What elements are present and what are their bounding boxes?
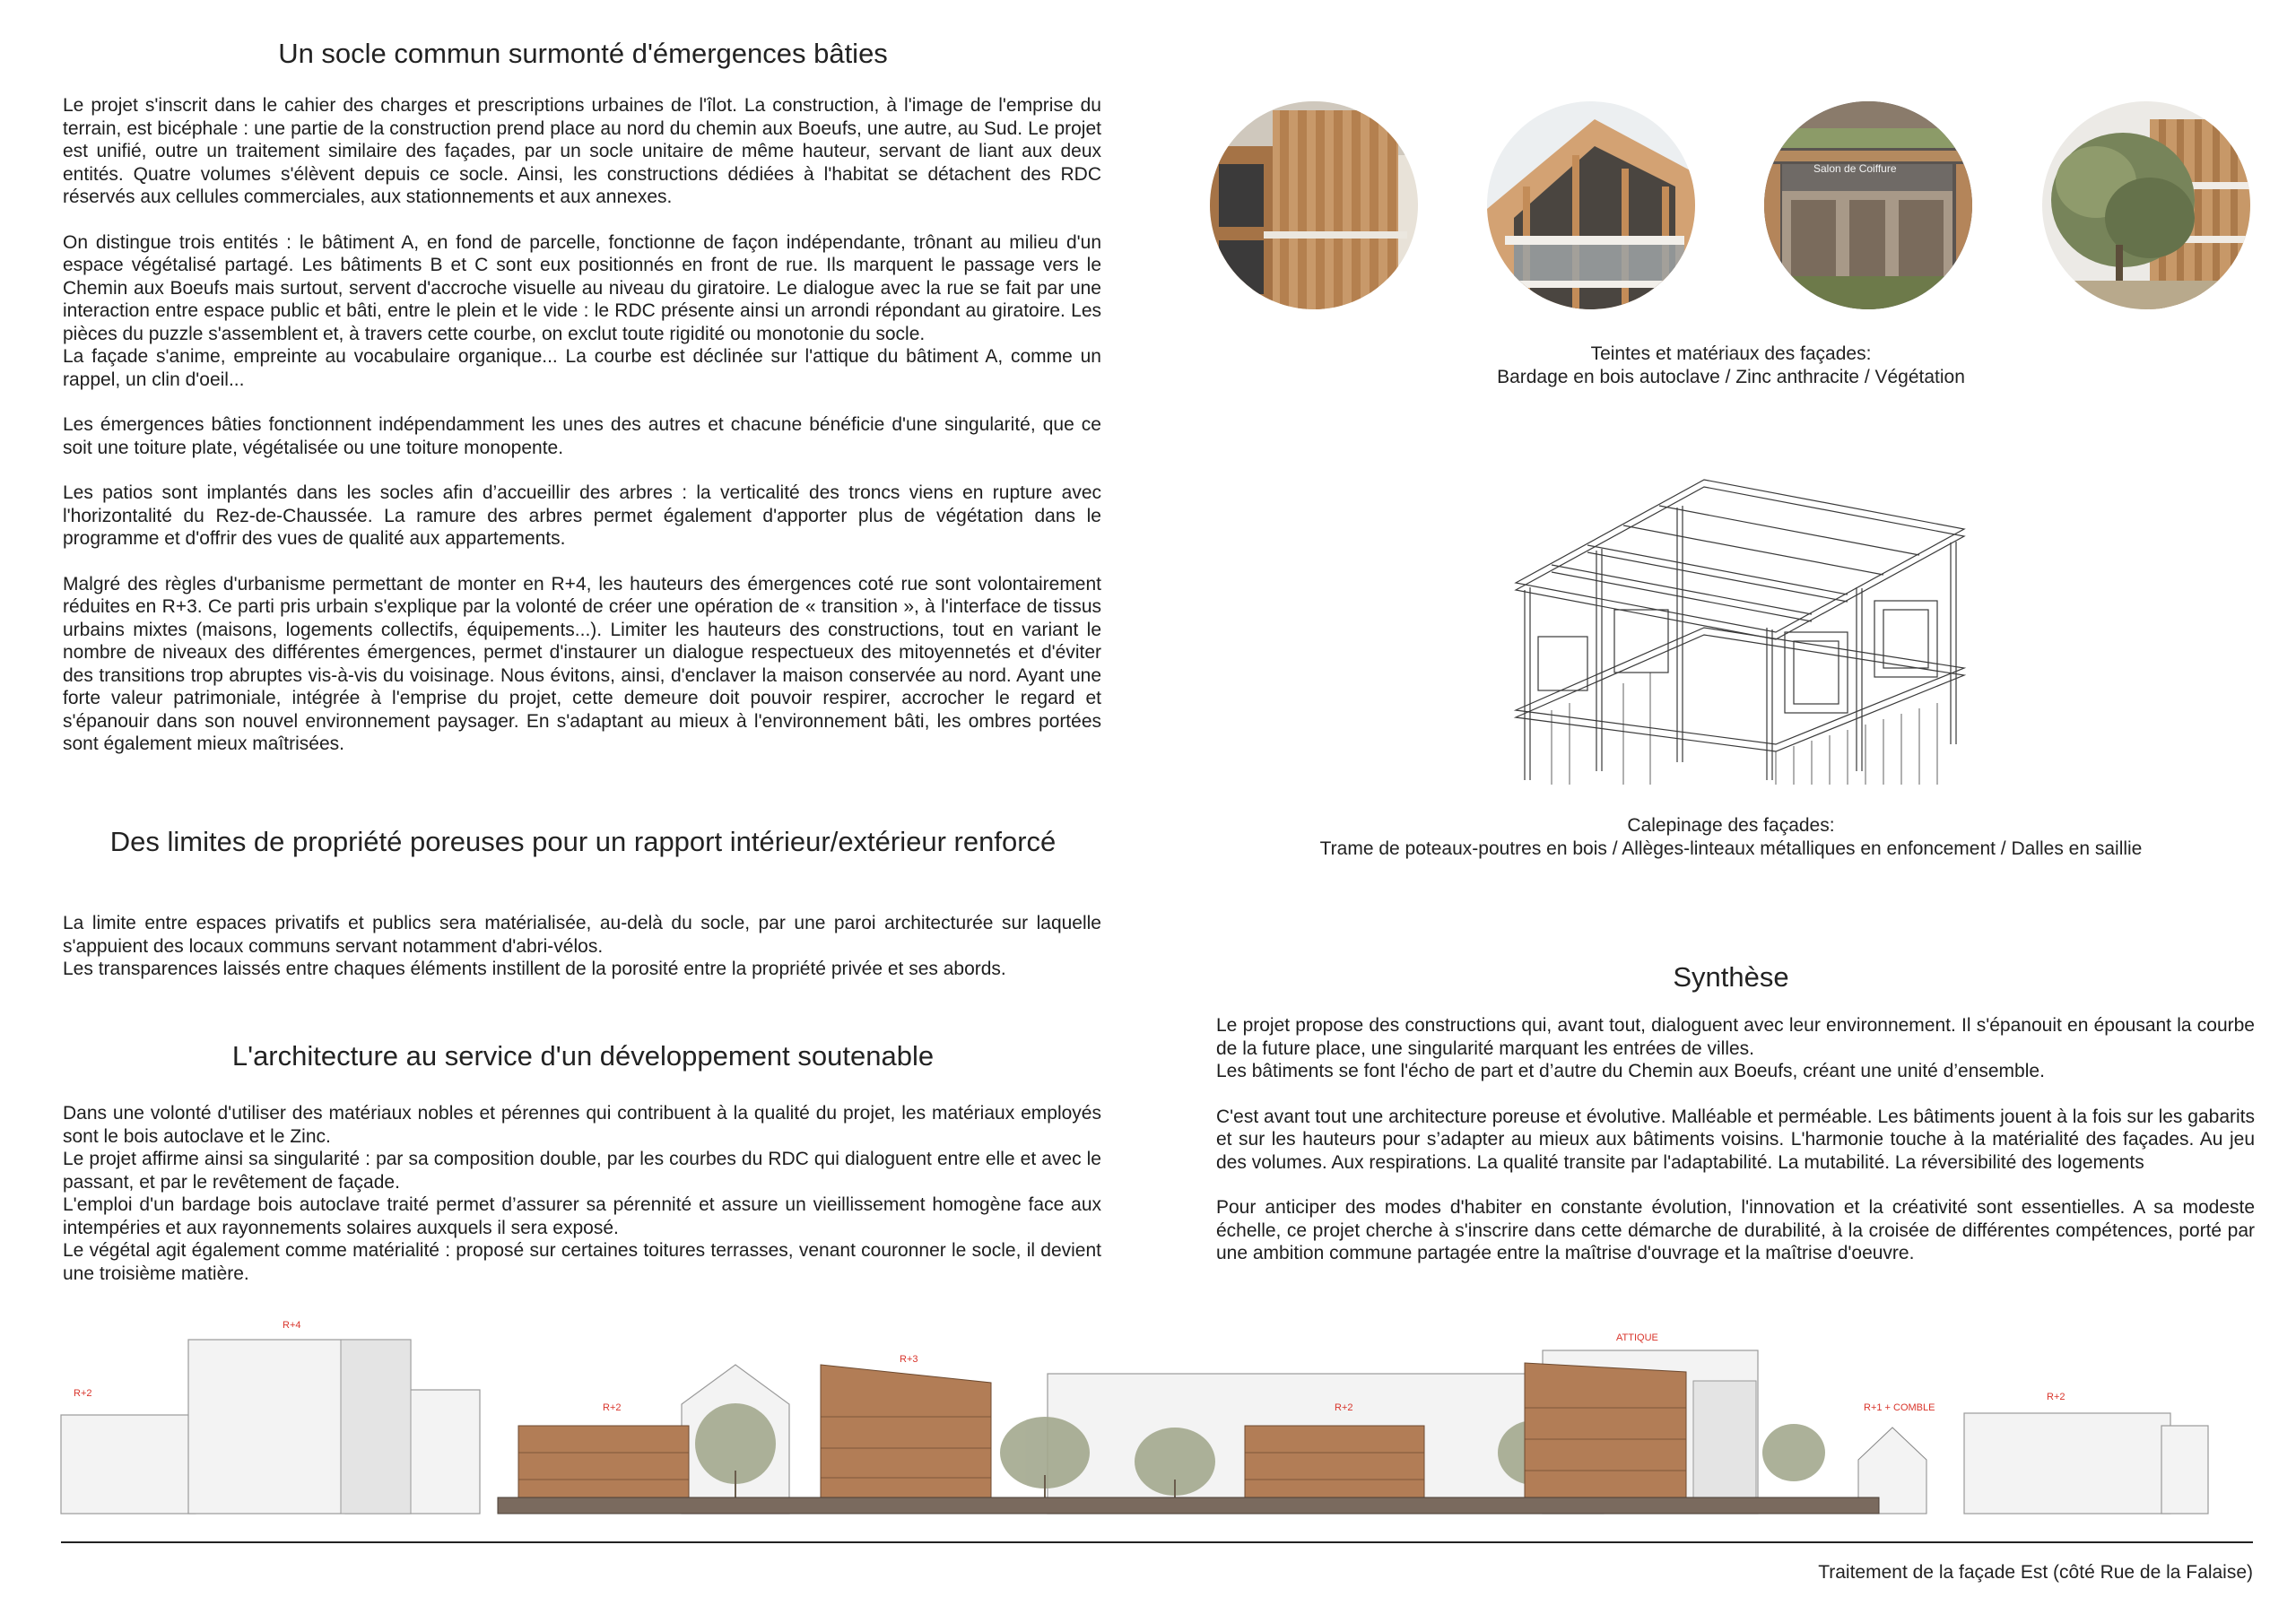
elevation-caption: Traitement de la façade Est (côté Rue de la Falaise) — [1818, 1562, 2253, 1583]
section-durable-text — [63, 1102, 1101, 1285]
section-synthese-text — [1216, 1014, 2255, 1265]
level-label: R+2 — [74, 1388, 92, 1399]
facade-render-vegetation — [2042, 101, 2250, 309]
paragraph: Les transparences laissés entre chaques éléments instillent de la porosité entre la propriété privée et ses abords. — [63, 959, 1006, 979]
level-label: R+2 — [603, 1402, 622, 1413]
paragraph: Pour anticiper des modes d'habiter en constante évolution, l'innovation et la créativité sont essentielles. A sa modeste échelle, ce projet cherche à s'inscrire dans cette démarche de durabilité, à la croisée de différentes compétences, porté par une ambition commune partagée entre la maîtrise d'ouvrage et la maîtrise d'oeuvre. — [1216, 1197, 2255, 1263]
paragraph: Malgré des règles d'urbanisme permettant de monter en R+4, les hauteurs des émergences coté rue sont volontairement réduites en R+3. Ce parti pris urbain s'explique par la volonté de créer une opération de « transition », à l'interface de tissus urbains mixtes (maisons, logements collectifs, équipements...). Limiter les hauteurs des constructions, tout en variant le nombre de niveaux des différentes émergences, permet d'instaurer un dialogue respectueux des mitoyennetés et d'éviter des transitions trop abruptes vis-à-vis du voisinage. Nous évitons, ainsi, d'enclaver la maison conservée au nord. Ayant une forte valeur patrimoniale, intégrée à l'emprise du projet, cette demeure doit pouvoir respirer, accrocher le regard et s'épanouir dans son nouvel environnement paysager. En s'adaptant au mieux à l'environnement bâti, les ombres portées sont également mieux maîtrisées. — [63, 573, 1101, 754]
level-label: R+2 — [2047, 1392, 2066, 1402]
paragraph: C'est avant tout une architecture poreuse et évolutive. Malléable et perméable. Les bâtiments jouent à la fois sur les gabarits et sur les hauteurs pour s’adapter au mieux aux bâtiments voisins. L'harmonie touche à la matérialité des façades. Au jeu des volumes. Aux respirations. La qualité transite par l'adaptabilité. La mutabilité. La réversibilité des logements — [1216, 1106, 2255, 1173]
structure-sketch — [1498, 475, 1982, 785]
facade-render-balcony — [1487, 101, 1695, 309]
facade-render-wood-cladding — [1210, 101, 1418, 309]
paragraph: Les patios sont implantés dans les socles afin d’accueillir des arbres : la verticalité des troncs viens en rupture avec l'horizontalité du Rez-de-Chaussée. La ramure des arbres permet également d'apporter plus de végétation dans le programme et d'offrir des vues de qualité aux appartements. — [63, 482, 1101, 549]
section-title-socle: Un socle commun surmonté d'émergences bâties — [278, 38, 888, 69]
salon-sign: Salon de Coiffure — [1813, 162, 1897, 175]
section-title-limites: Des limites de propriété poreuses pour un rapport intérieur/extérieur renforcé — [109, 826, 1057, 857]
level-label: ATTIQUE — [1616, 1332, 1658, 1343]
paragraph: Le projet propose des constructions qui, avant tout, dialoguent avec leur environnement. Il s'épanouit en épousant la courbe de la future place, une singularité marquant les entrées de villes. — [1216, 1015, 2255, 1059]
paragraph: Le végétal agit également comme matérialité : proposé sur certaines toitures terrasses, venant couronner le socle, il devient une troisième matière. — [63, 1240, 1101, 1284]
paragraph: Les émergences bâties fonctionnent indépendamment les unes des autres et chacune bénéficie d'une singularité, que ce soit une toiture plate, végétalisée ou une toiture monopente. — [63, 414, 1101, 458]
paragraph: La limite entre espaces privatifs et publics sera matérialisée, au-delà du socle, par une paroi architecturée sur laquelle s'appuient des locaux communs servant notamment d'abri-vélos. — [63, 913, 1101, 957]
paragraph: La façade s'anime, empreinte au vocabulaire organique... La courbe est déclinée sur l'attique du bâtiment A, comme un rappel, un clin d'oeil... — [63, 346, 1101, 390]
level-label: R+1 + COMBLE — [1864, 1402, 1935, 1413]
paragraph: On distingue trois entités : le bâtiment A, en fond de parcelle, fonctionne de façon indépendante, trônant au milieu d'un espace végétalisé partagé. Les bâtiments B et C sont eux positionnés en front de rue. Ils marquent le passage vers le Chemin aux Boeufs mais surtout, servent d'accroche visuelle au niveau du giratoire. Le dialogue avec la rue se fait par une interaction entre espace public et bâti, entre le plein et le vide : le RDC présente ainsi un arrondi répondant au giratoire. Les pièces du puzzle s'assemblent et, à travers cette courbe, on exclut toute rigidité ou monotonie du socle. — [63, 231, 1101, 344]
caption-calepinage-title: Calepinage des façades: — [1627, 815, 1835, 836]
section-limites-text — [63, 912, 1101, 981]
level-label: R+4 — [283, 1320, 301, 1331]
section-title-synthese: Synthèse — [1673, 961, 1789, 993]
caption-calepinage-text: Trame de poteaux-poutres en bois / Allèges-linteaux métalliques en enfoncement / Dalles en saillie — [1319, 838, 2143, 859]
facade-render-salon-shopfront — [1764, 101, 1972, 309]
caption-materials-text: Bardage en bois autoclave / Zinc anthracite / Végétation — [1497, 367, 1965, 387]
paragraph: Dans une volonté d'utiliser des matériaux nobles et pérennes qui contribuent à la qualité du projet, les matériaux employés sont le bois autoclave et le Zinc. — [63, 1103, 1101, 1147]
level-label: R+3 — [900, 1354, 918, 1365]
paragraph: Le projet affirme ainsi sa singularité : par sa composition double, par les courbes du RDC qui dialoguent entre elle et avec le passant, et par le revêtement de façade. — [63, 1149, 1101, 1193]
east-facade-elevation — [0, 1318, 2296, 1551]
paragraph: Le projet s'inscrit dans le cahier des charges et prescriptions urbaines de l'îlot. La construction, à l'image de l'emprise du terrain, est bicéphale : une partie de la construction prend place au nord du chemin aux Boeufs, une autre, au Sud. Le projet est unifié, outre un traitement similaire des façades, par un socle unitaire de même hauteur, servant de liant aux deux entités. Quatre volumes s'élèvent depuis ce socle. Ainsi, les constructions dédiées à l'habitat se détachent des RDC réservés aux cellules commerciales, aux stationnements et aux annexes. — [63, 95, 1101, 207]
paragraph: L'emploi d'un bardage bois autoclave traité permet d’assurer sa pérennité et assure un vieillissement homogène face aux intempéries et aux rayonnements solaires auxquels il sera exposé. — [63, 1194, 1101, 1238]
section-title-durable: L'architecture au service d'un développement soutenable — [231, 1040, 935, 1072]
section-socle-text — [63, 94, 1101, 756]
caption-calepinage — [1193, 814, 2269, 861]
level-label: R+2 — [1335, 1402, 1353, 1413]
paragraph: Les bâtiments se font l'écho de part et d’autre du Chemin aux Boeufs, créant une unité d’ensemble. — [1216, 1061, 2045, 1081]
caption-materials-title: Teintes et matériaux des façades: — [1590, 343, 1872, 364]
caption-materials — [1193, 343, 2269, 389]
